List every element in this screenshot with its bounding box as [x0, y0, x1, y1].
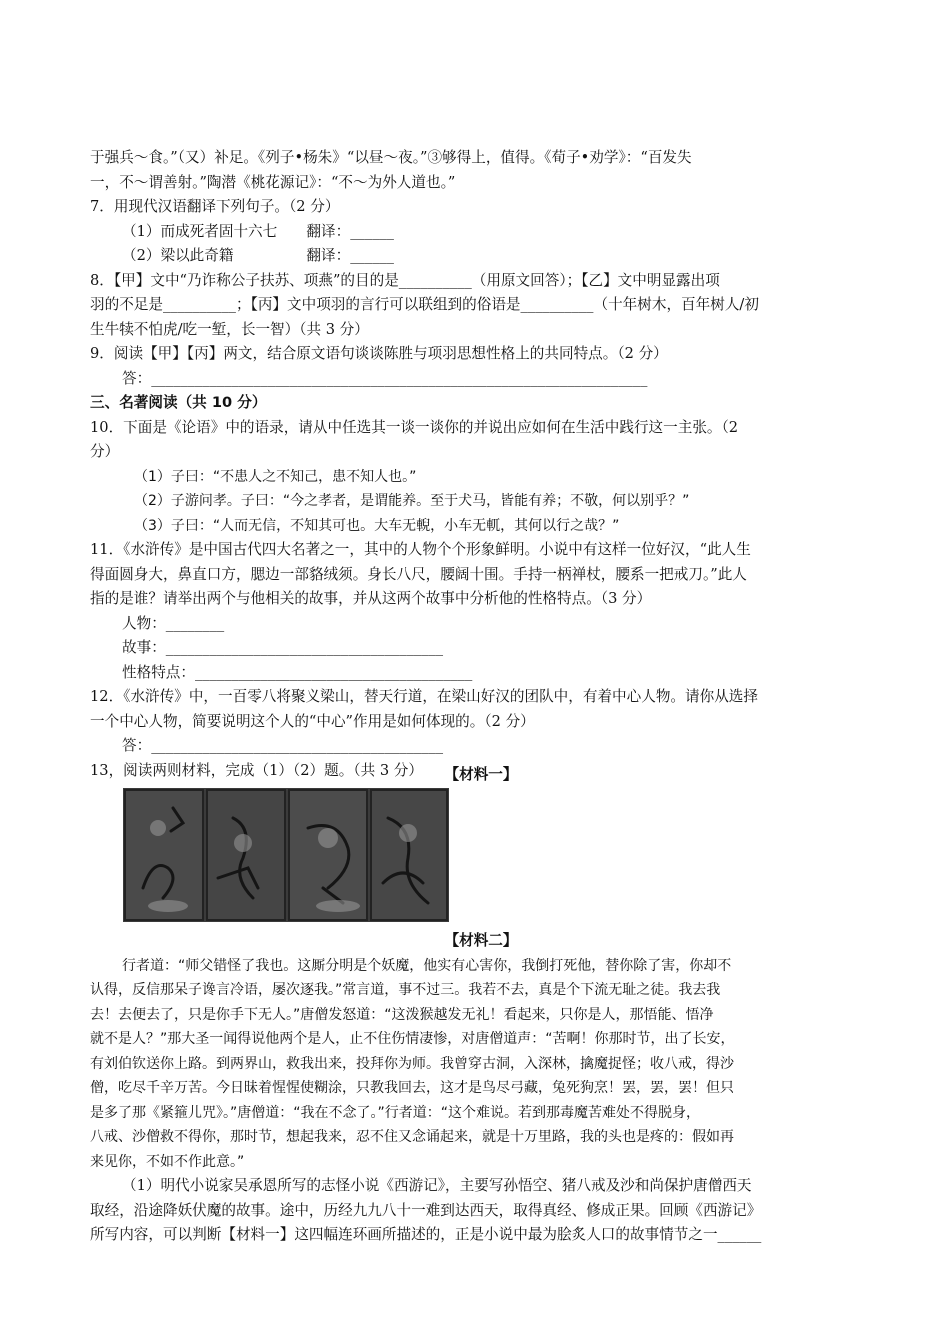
subquestion-1-cont: 所写内容，可以判断【材料一】这四幅连环画所描述的，正是小说中最为脍炙人口的故事情节之一______ — [90, 1226, 762, 1243]
answer-story: 故事：______________________________________ — [122, 639, 444, 656]
text-line: 一，不～谓善射。”陶潜《桃花源记》：“不～为外人道也。” — [90, 173, 456, 191]
answer-line: 答：________________________________________ — [122, 737, 444, 754]
question-8-cont: 羽的不足是__________；【丙】文中项羽的言行可以联组到的俗语是__________（十年树木，百年树人/初 — [90, 296, 759, 313]
quote-2: （2）子游问孝。子曰：“今之孝者，是谓能养。至于犬马，皆能有养；不敬，何以别乎？” — [134, 493, 690, 509]
question-8-cont: 生牛犊不怕虎/吃一堑，长一智）（共 3 分） — [90, 320, 369, 338]
question-13: 13，阅读两则材料，完成（1）（2）题。（共 3 分） — [90, 761, 423, 779]
question-7-item-1: （1）而成死者固十六七 翻译：______ — [122, 222, 394, 240]
question-11-cont: 得面圆身大，鼻直口方，腮边一部貉绒须。身长八尺，腰阔十围。手持一柄禅杖，腰系一把戒刀。”此人 — [90, 565, 747, 583]
question-8: 8．【甲】文中“乃诈称公子扶苏、项燕”的目的是__________（用原文回答）；【乙】文中明显露出项 — [90, 271, 720, 289]
material-two-text: 八戒、沙僧救不得你，那时节，想起我来，忍不住又念诵起来，就是十万里路，我的头也是疼的：假如再 — [90, 1129, 734, 1145]
material-two-text: 就不是人？”那大圣一闻得说他两个是人，止不住伤情凄惨，对唐僧道声：“苦啊！你那时节，出了长安， — [90, 1031, 735, 1047]
page-content — [90, 146, 872, 1248]
answer-person: 人物：________ — [122, 614, 225, 632]
subquestion-1-cont: 取经，沿途降妖伏魔的故事。途中，历经九九八十一难到达西天，取得真经、修成正果。回顾《西游记》 — [90, 1201, 762, 1219]
text-line: 于强兵～食。”（又）补足。《列子•杨朱》“以昼～夜。”③够得上，值得。《荀子•劝学》：“百发失 — [90, 149, 692, 166]
question-11-cont: 指的是谁？请举出两个与他相关的故事，并从这两个故事中分析他的性格特点。（3 分） — [90, 590, 652, 607]
question-7-item-2: （2）梁以此奇籍 翻译：______ — [122, 247, 394, 264]
material-two-text: 有刘伯钦送你上路。到两界山，救我出来，投拜你为师。我曾穿古洞，入深林，擒魔捉怪；收八戒，得沙 — [90, 1055, 734, 1072]
material-two-text: 行者道：“师父错怪了我也。这厮分明是个妖魔，他实有心害你，我倒打死他，替你除了害，你却不 — [122, 957, 732, 974]
material-two-text: 僧，吃尽千辛万苦。今日昧着惺惺使糊涂，只教我回去，这才是鸟尽弓藏，兔死狗烹！罢，罢，罢！但只 — [90, 1080, 734, 1096]
material-two-label: 【材料二】 — [444, 932, 518, 949]
quote-3: （3）子曰：“人而无信，不知其可也。大车无輗，小车无軏，其何以行之哉？” — [134, 517, 620, 534]
question-7: 7．用现代汉语翻译下列句子。（2 分） — [90, 198, 340, 215]
material-two-text: 认得，反信那呆子谗言冷语，屡次逐我。”常言道，事不过三。我若不去，真是个下流无耻之徒。我去我 — [90, 982, 721, 998]
question-12: 12．《水浒传》中，一百零八将聚义梁山，替天行道，在梁山好汉的团队中，有着中心人物。请你从选择 — [90, 688, 758, 705]
question-11: 11．《水浒传》是中国古代四大名著之一，其中的人物个个形象鲜明。小说中有这样一位好汉，“此人生 — [90, 541, 751, 558]
section-title: 三、名著阅读（共 10 分） — [90, 394, 267, 411]
question-9: 9．阅读【甲】【丙】两文，结合原文语句谈谈陈胜与项羽思想性格上的共同特点。（2 分） — [90, 345, 668, 362]
subquestion-1: （1）明代小说家吴承恩所写的志怪小说《西游记》，主要写孙悟空、猪八戒及沙和尚保护唐僧西天 — [122, 1177, 752, 1194]
question-12-cont: 一个中心人物，简要说明这个人的“中心”作用是如何体现的。（2 分） — [90, 712, 535, 730]
answer-line: 答：____________________________________________________________________ — [122, 369, 648, 387]
question-10-cont: 分） — [90, 443, 120, 460]
material-two-text: 去！去便去了，只是你手下无人。”唐僧发怒道：“这泼猴越发无礼！看起来，只你是人，那悟能、悟净 — [90, 1006, 714, 1023]
quote-1: （1）子曰：“不患人之不知己，患不知人也。” — [134, 468, 417, 485]
comic-strip-image — [123, 788, 449, 922]
material-two-text: 是多了那《紧箍儿咒》。”唐僧道：“我在不念了。”行者道：“这个难说。若到那毒魔苦难处不得脱身， — [90, 1104, 701, 1121]
answer-trait: 性格特点：______________________________________ — [122, 663, 473, 681]
material-one-label: 【材料一】 — [444, 766, 518, 783]
question-10: 10．下面是《论语》中的语录，请从中任选其一谈一谈你的并说出应如何在生活中践行这一主张。（2 — [90, 418, 739, 436]
material-two-text: 来见你，不如不作此意。” — [90, 1153, 245, 1170]
